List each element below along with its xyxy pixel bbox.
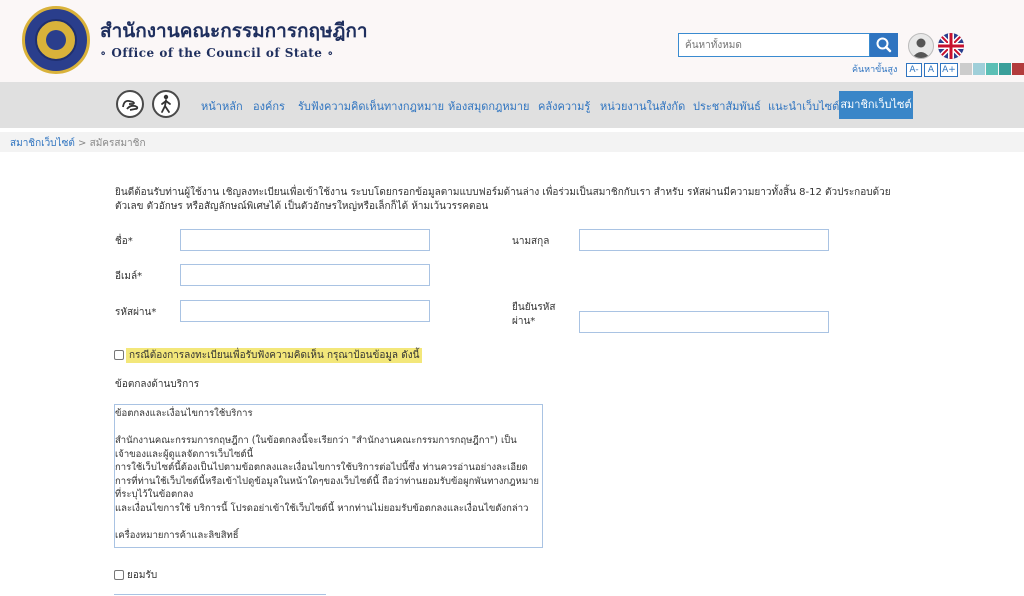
accept-terms-checkbox[interactable] <box>114 570 124 580</box>
accessibility-button[interactable] <box>152 90 180 118</box>
nav-site-guide[interactable]: แนะนำเว็บไซต์ <box>768 100 840 113</box>
public-hearing-checkbox[interactable] <box>114 350 124 360</box>
first-name-label: ชื่อ* <box>115 236 133 247</box>
breadcrumb-bar <box>0 132 1024 152</box>
first-name-input[interactable] <box>180 229 430 251</box>
site-title-english[interactable]: ∘ Office of the Council of State ∘ <box>100 46 334 60</box>
confirm-password-input[interactable] <box>579 311 829 333</box>
nav-active-label: สมาชิกเว็บไซต์ <box>840 98 912 111</box>
search-button[interactable] <box>870 33 898 57</box>
sign-language-button[interactable] <box>116 90 144 118</box>
user-icon <box>909 34 933 58</box>
breadcrumb-separator: > <box>78 138 87 149</box>
nav-organization[interactable]: องค์กร <box>253 100 285 113</box>
theme-color-swatch[interactable] <box>960 63 972 75</box>
last-name-input[interactable] <box>579 229 829 251</box>
nav-public-hearing[interactable]: รับฟังความคิดเห็นทางกฎหมาย <box>298 100 445 113</box>
logo-ring <box>35 19 77 61</box>
nav-affiliated-agencies[interactable]: หน่วยงานในสังกัด <box>600 100 686 113</box>
site-title-thai[interactable]: สำนักงานคณะกรรมการกฤษฎีกา <box>100 20 368 42</box>
theme-color-swatch[interactable] <box>1012 63 1024 75</box>
nav-home[interactable]: หน้าหลัก <box>201 100 243 113</box>
accept-terms-label[interactable]: ยอมรับ <box>127 570 158 581</box>
next-field-edge <box>114 594 326 595</box>
logo-emblem[interactable] <box>22 6 90 74</box>
uk-flag-icon <box>938 33 964 59</box>
terms-textarea[interactable] <box>114 404 543 548</box>
logo-core <box>46 30 66 50</box>
password-input[interactable] <box>180 300 430 322</box>
theme-color-swatch[interactable] <box>999 63 1011 75</box>
advanced-search-link[interactable]: ค้นหาขั้นสูง <box>852 65 898 75</box>
nav-public-relations[interactable]: ประชาสัมพันธ์ <box>693 100 761 113</box>
english-language-icon[interactable] <box>938 33 964 59</box>
search-icon <box>870 33 898 57</box>
theme-color-swatch[interactable] <box>986 63 998 75</box>
nav-law-library[interactable]: ห้องสมุดกฎหมาย <box>448 100 530 113</box>
font-size-increase-button[interactable]: A+ <box>940 63 958 77</box>
public-hearing-checkbox-label[interactable]: กรณีต้องการลงทะเบียนเพื่อรับฟังความคิดเห็น กรุณาป้อนข้อมูล ดังนี้ <box>126 348 422 363</box>
breadcrumb <box>10 136 146 151</box>
search-input[interactable] <box>678 33 870 57</box>
terms-text: ข้อตกลงและเงื่อนไขการใช้บริการ สำนักงานคณะกรรมการกฤษฎีกา (ในข้อตกลงนี้จะเรียกว่า "สำนักงานคณะกรรมการกฤษฎีกา") เป็นเจ้าของและผู้ดูแลจัดการเว็บไซต์นี้ การใช้เว็บไซต์นี้ต้องเป็นไปตามข้อตกลงและเงื่อนไขการใช้บริการต่อไปนี้ซึ่ง ท่านควรอ่านอย่างละเอียด การที่ท่านใช้เว็บไซต์นี้หรือเข้าไปดูข้อมูลในหน้าใดๆของเว็บไซต์นี้ ถือว่าท่านยอมรับข้อผูกพันทางกฎหมายที่ระบุไว้ในข้อตกลง และเงื่อนไขการใช้ บริการนี้ โปรดอย่าเข้าใช้เว็บไซต์นี้ หากท่านไม่ยอมรับข้อตกลงและเงื่อนไขดังกล่าว เครื่องหมายการค้าและลิขสิทธิ์ <box>115 408 539 541</box>
breadcrumb-members-link[interactable]: สมาชิกเว็บไซต์ <box>10 138 75 149</box>
email-label: อีเมล์* <box>115 271 143 282</box>
font-size-normal-button[interactable]: A <box>924 63 938 77</box>
theme-color-swatch[interactable] <box>973 63 985 75</box>
sign-language-icon <box>118 92 142 116</box>
nav-knowledge-base[interactable]: คลังความรู้ <box>538 100 591 113</box>
confirm-password-label-line1: ยืนยันรหัส <box>512 302 556 313</box>
last-name-label: นามสกุล <box>512 236 550 247</box>
terms-heading: ข้อตกลงด้านบริการ <box>115 379 200 390</box>
intro-text: ยินดีต้อนรับท่านผู้ใช้งาน เชิญลงทะเบียนเพื่อเข้าใช้งาน ระบบโดยกรอกข้อมูลตามแบบฟอร์มด้านล่าง เพื่อร่วมเป็นสมาชิกกับเรา สำหรับ รหัสผ่านมีความยาวทั้งสิ้น 8-12 ตัวประกอบด้วยตัวเลข ตัวอักษร หรือสัญลักษณ์พิเศษได้ เป็นตัวอักษรใหญ่หรือเล็กก็ได้ ห้ามเว้นวรรคตอน <box>115 187 891 212</box>
confirm-password-label-line2: ผ่าน* <box>512 316 536 327</box>
email-input[interactable] <box>180 264 430 286</box>
nav-website-members[interactable] <box>839 91 913 119</box>
breadcrumb-current: สมัครสมาชิก <box>89 138 146 149</box>
password-label: รหัสผ่าน* <box>115 307 157 318</box>
walking-person-icon <box>154 92 178 116</box>
user-login-icon[interactable] <box>908 33 934 59</box>
font-size-decrease-button[interactable]: A- <box>906 63 922 77</box>
